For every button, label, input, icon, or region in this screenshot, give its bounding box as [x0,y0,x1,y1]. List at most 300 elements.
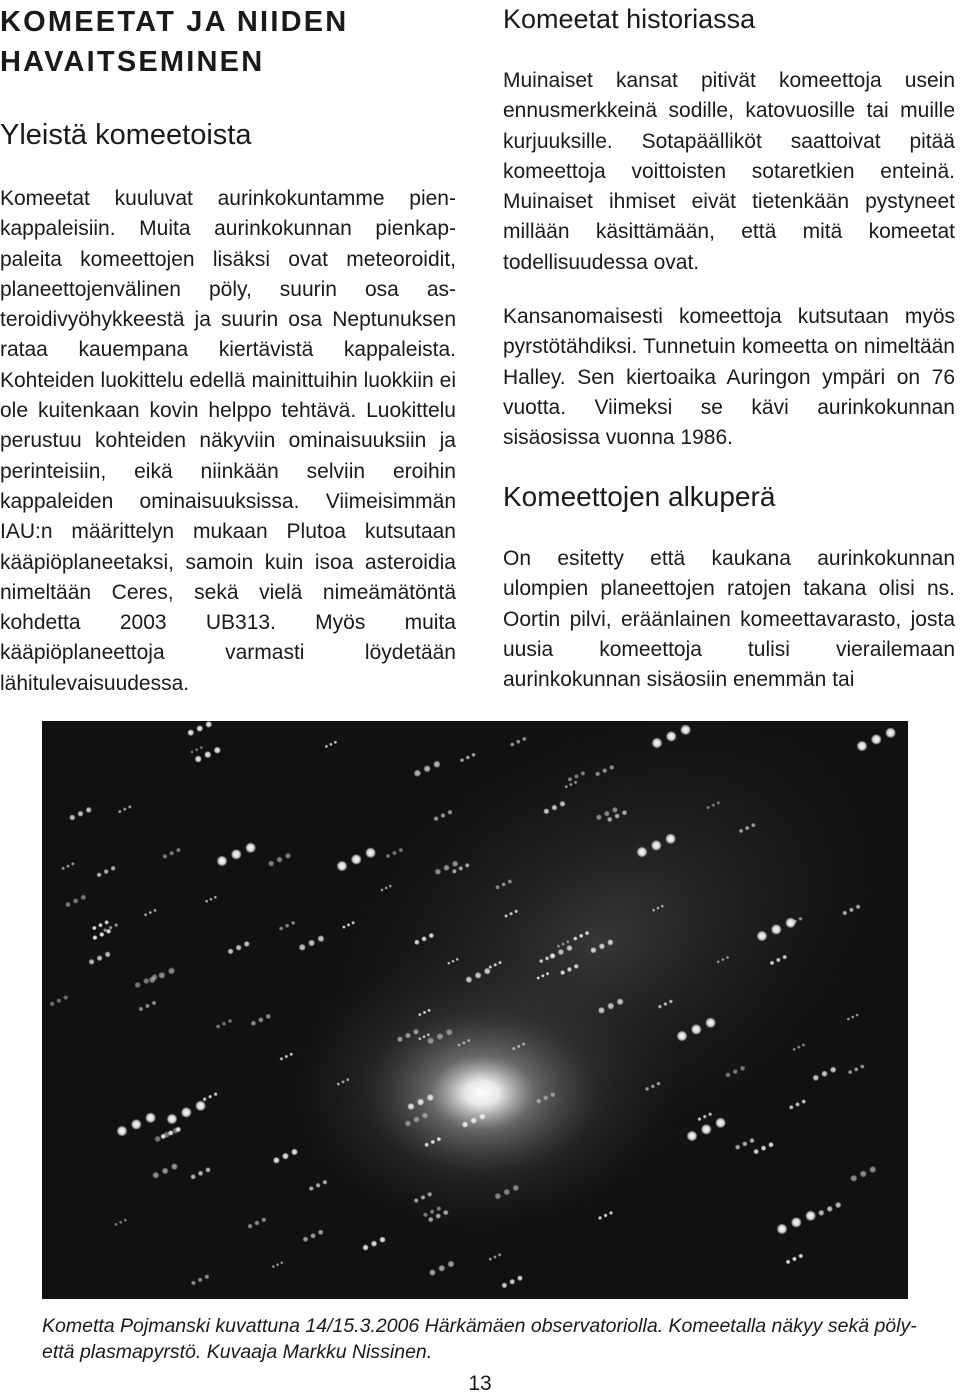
star-trail-dot [847,1017,850,1020]
star-trail-dot [751,823,756,828]
star-trail-dot [740,1066,746,1072]
star-trail-dot [517,1275,523,1281]
star-trail-dot [735,1144,741,1150]
star-trail-dot [204,1274,209,1279]
star-trail-dot [561,942,565,946]
star-trail-dot [551,804,557,810]
star-trail-dot [414,770,421,777]
star-trail-dot [309,1186,314,1191]
comet-photograph [42,721,908,1299]
star-trail-dot [558,949,565,956]
star-trail-dot [380,888,383,891]
star-trail-dot [446,1029,453,1036]
star-trail-dot [598,1216,602,1220]
star-trail-dot [579,934,584,939]
star-trail-dot [665,833,676,844]
star-trail-dot [289,1052,293,1056]
star-trail-dot [516,739,521,744]
star-trail-dot [566,940,570,944]
star-trail-dot [198,1277,203,1282]
star-trail-dot [854,1067,859,1072]
star-trail-dot [285,853,291,859]
star-trail-dot [214,747,221,754]
star-trail-dot [465,863,470,868]
star-trail-dot [598,1007,605,1014]
star-trail-dot [310,1233,316,1239]
star-trail-dot [436,1206,441,1211]
star-trail-dot [114,1223,118,1227]
star-trail-dot [187,729,194,736]
star-trail-dot [158,972,165,979]
star-trail-dot [427,1192,432,1197]
star-trail-dot [782,955,787,960]
star-trail-dot [272,1265,275,1268]
star-trail-dot [405,1032,411,1038]
star-trail-dot [716,801,720,805]
star-trail-dot [842,910,847,915]
star-trail-dot [138,1006,143,1011]
star-trail-dot [160,1134,166,1140]
star-trail-dot [617,998,624,1005]
star-trail-dot [214,896,217,899]
comet-photo-image [42,721,908,1299]
star-trail-dot [423,1011,427,1015]
star-trail-dot [560,970,565,975]
star-trail-dot [261,1217,266,1222]
star-trail-dot [462,1041,466,1045]
star-trail-dot [71,862,75,866]
star-trail-dot [322,1180,327,1185]
star-trail-dot [162,1167,169,1174]
star-trail-dot [325,745,328,748]
star-trail-dot [205,721,212,728]
star-trail-dot [222,1021,227,1026]
star-trail-dot [124,1218,128,1222]
star-trail-dot [609,765,614,770]
star-trail-dot [569,783,573,787]
star-trail-dot [143,978,150,985]
star-trail-dot [543,808,549,814]
star-trail-dot [484,968,491,975]
star-trail-dot [291,1148,298,1155]
star-trail-dot [342,925,346,929]
star-trail-dot [209,898,212,901]
star-trail-dot [118,810,122,814]
star-trail-dot [440,813,445,818]
star-trail-dot [420,1195,425,1200]
star-trail-dot [457,1043,461,1047]
star-trail-dot [231,849,242,860]
star-trail-dot [725,1072,731,1078]
star-trail-dot [495,885,500,890]
star-trail-dot [417,1098,424,1105]
star-trail-dot [753,1149,759,1155]
star-trail-dot [437,1137,442,1142]
star-trail-dot [848,1070,853,1075]
star-trail-dot [365,847,376,858]
star-trail-dot [541,974,545,978]
star-trail-dot [770,960,775,965]
star-trail-dot [462,1121,469,1128]
star-trail-dot [152,1000,157,1005]
star-trail-dot [285,923,290,928]
star-trail-dot [512,1184,519,1191]
star-trail-dot [279,1057,283,1061]
star-trail-dot [105,951,111,957]
star-trail-dot [559,801,565,807]
star-trail-dot [276,1263,279,1266]
star-trail-dot [423,1212,428,1217]
star-trail-dot [460,758,464,762]
star-trail-dot [677,1031,688,1042]
star-trail-dot [504,914,508,918]
star-trail-dot [341,1080,345,1084]
star-trail-dot [414,939,420,945]
star-trail-dot [145,1003,150,1008]
star-trail-dot [805,1210,816,1221]
star-trail-dot [509,912,513,916]
star-trail-dot [580,771,585,776]
star-trail-dot [65,902,71,908]
star-trail-dot [607,817,613,823]
star-trail-dot [86,807,92,813]
star-trail-dot [757,931,768,942]
star-trail-dot [386,854,391,859]
star-trail-dot [123,807,127,811]
star-trail-dot [346,1078,350,1082]
star-trail-dot [465,976,472,983]
star-trail-dot [98,923,103,928]
star-trail-dot [812,1074,819,1081]
star-trail-dot [604,811,610,817]
star-trail-dot [282,1153,289,1160]
star-trail-dot [413,1116,420,1123]
star-trail-dot [732,1069,738,1075]
star-trail-dot [92,935,97,940]
star-trail-dot [308,939,315,946]
star-trail-dot [885,727,896,738]
star-trail-dot [379,1236,386,1243]
star-trail-dot [869,1166,876,1173]
star-trail-dot [716,960,720,964]
article-title: KOMEETAT JA NIIDEN HAVAITSEMINEN [0,6,349,78]
star-trail-dot [470,1117,477,1124]
star-trail-dot [317,935,324,942]
star-trail-dot [830,1066,837,1073]
star-trail-dot [427,1033,430,1036]
star-trail-dot [510,742,515,747]
star-trail-dot [144,913,148,917]
star-trail-dot [153,909,157,913]
star-trail-dot [385,886,388,889]
star-trail-dot [546,972,550,976]
star-trail-dot [103,869,108,874]
star-trail-dot [427,1009,431,1013]
star-trail-dot [254,1220,259,1225]
star-trail-dot [795,1102,800,1107]
star-trail-dot [798,917,802,921]
star-trail-dot [443,1210,449,1216]
star-trail-dot [205,900,208,903]
star-trail-dot [435,1213,441,1219]
star-trail-dot [661,905,664,908]
star-trail-dot [467,1039,471,1043]
star-trail-dot [573,936,578,941]
star-trail-dot [493,963,497,967]
star-trail-dot [329,743,332,746]
star-trail-dot [745,826,750,831]
star-trail-dot [509,1279,515,1285]
star-trail-dot [436,1033,443,1040]
star-trail-dot [567,967,572,972]
star-trail-dot [63,995,68,1000]
star-trail-dot [498,1253,502,1257]
star-trail-dot [742,1141,748,1147]
star-trail-dot [447,810,452,815]
star-trail-dot [749,1138,755,1144]
star-trail-dot [176,848,181,853]
star-trail-dot [334,741,337,744]
star-trail-dot [602,768,607,773]
star-trail-dot [651,840,662,851]
star-trail-dot [205,1167,211,1173]
star-trail-dot [697,1117,701,1121]
star-trail-dot [151,974,158,981]
star-trail-dot [167,1114,178,1125]
section-heading-origin: Komeettojen alkuperä [503,481,776,512]
star-trail-dot [479,1113,486,1120]
star-trail-dot [443,864,450,871]
star-trail-dot [427,1094,434,1101]
star-trail-dot [217,856,228,867]
star-trail-dot [280,1261,283,1264]
star-trail-dot [92,926,97,931]
star-trail-dot [97,955,103,961]
star-trail-dot [687,1131,698,1142]
star-trail-dot [154,1135,161,1142]
star-trail-dot [656,1081,660,1085]
star-trail-dot [857,741,868,752]
star-trail-dot [169,851,174,856]
star-trail-dot [494,1193,501,1200]
star-trail-dot [776,958,781,963]
star-trail-dot [656,907,659,910]
star-trail-dot [337,1082,341,1086]
star-trail-dot [666,731,677,742]
star-trail-dot [792,1048,796,1052]
star-trail-dot [536,1098,541,1103]
star-trail-dot [821,1070,828,1077]
star-trail-dot [458,866,463,871]
section-text-general: Komeetat kuuluvat aurinkokuntamme pienkappaleisiin. Muita aurinkokunnan pienkappaleita komeettojen lisäksi ovat meteoroidit, planeettojenvälinen pöly, suurin osa asteroidivyöhykkeestä ja suurin osa Neptunuksen rataa kauempana kiertävistä kappaleista. Kohteiden luokittelu edellä mainittuihin luokkiin ei ole kuitenkaan kovin helppo tehtävä. Luokittelu perustuu kohteiden näkyviin ominaisuuksiin ja perinteisiin, eikä niinkään selviin eroihin kappaleiden ominaisuuksissa. Viimeisimmän IAU:n määrittelyn mukaan Plutoa kutsutaan kääpiöplaneetaksi, samoin kuin isoa asteroidia nimeltään Ceres, sekä vielä nimeämätöntä kohdetta 2003 UB313. Myös muita kääpiöplaneettoja varmasti löydetään lähitulevaisuudessa. [0,187,456,695]
star-trail-dot [77,811,83,817]
star-trail-dot [427,1037,434,1044]
star-trail-dot [447,1260,454,1267]
star-trail-dot [429,933,435,939]
star-trail-dot [191,1280,196,1285]
star-trail-dot [566,945,573,952]
star-trail-dot [117,1126,128,1137]
star-trail-dot [265,1014,271,1020]
star-trail-dot [315,1183,320,1188]
star-trail-dot [489,1257,493,1261]
star-trail-dot [705,1017,716,1028]
star-trail-dot [421,936,427,942]
star-trail-dot [612,807,618,813]
star-trail-dot [276,856,282,862]
star-trail-dot [789,1105,794,1110]
star-trail-dot [405,1120,412,1127]
star-trail-dot [456,958,459,961]
star-trail-dot [190,750,194,754]
star-trail-dot [522,1042,526,1046]
star-trail-dot [860,1170,867,1177]
star-trail-dot [498,961,502,965]
star-trail-dot [429,1269,436,1276]
star-trail-dot [430,1209,435,1214]
star-trail-dot [706,806,710,810]
star-trail-dot [273,1157,280,1164]
star-trail-dot [422,1035,425,1038]
star-trail-dot [826,1206,832,1212]
star-trail-dot [715,1117,726,1128]
star-trail-dot [162,854,167,859]
star-trail-dot [299,944,306,951]
section-text-history-1: Muinaiset kansat pitivät komeettoja usein ennusmerkkeinä sodille, katovuosille tai muille kurjuuksille. Sotapäälliköt saattoivat pitää komeettoja voittoisten sotaretkien enteinä. Muinaiset ihmiset eivät tietenkään pystyneet millään käsittämään, että mitä komeetat todellisuudessa ovat. [503,69,955,274]
star-trail-dot [50,1001,55,1006]
star-trail-dot [236,945,242,951]
star-trail-dot [590,947,597,954]
star-trail-dot [711,803,715,807]
star-trail-dot [392,851,397,856]
section-text-origin: On esitetty että kaukana aurinkokunnan ulompien planeettojen ratojen takana olisi ns. Oortin pilvi, eräänlainen komeettavarasto, josta uusia komeettoja tulisi vierailemaan aurinkokunnan sisäosiin enemmän tai [503,547,955,692]
star-trail-dot [244,941,250,947]
star-trail-dot [247,1223,252,1228]
star-trail-dot [522,737,527,742]
star-trail-dot [603,1213,607,1217]
section-heading-history: Komeetat historiassa [503,4,756,34]
star-trail-dot [691,1024,702,1035]
star-trail-dot [801,1099,806,1104]
photo-caption: Kometta Pojmanski kuvattuna 14/15.3.2006 Härkämäen observatoriolla. Komeetalla näkyy sekä pöly- että plasmapyrstö. Kuvaaja Markku Nissinen. [42,1315,917,1363]
star-trail-dot [414,1198,419,1203]
star-trail-dot [175,1127,181,1133]
page-number: 13 [468,1372,492,1395]
star-trail-dot [503,1189,510,1196]
star-trail-dot [407,1103,414,1110]
star-trail-dot [475,972,482,979]
star-trail-dot [430,1140,435,1145]
star-trail-dot [614,813,620,819]
star-trail-dot [536,976,540,980]
star-trail-dot [418,1037,421,1040]
star-trail-dot [195,1100,206,1111]
star-trail-dot [708,1112,712,1116]
star-trail-dot [73,898,79,904]
star-trail-dot [596,814,602,820]
star-trail-dot [362,1244,369,1251]
star-trail-dot [337,861,348,872]
star-trail-dot [802,1043,806,1047]
star-trail-dot [850,1175,857,1182]
star-trail-dot [251,1020,257,1026]
star-trail-dot [203,1097,207,1101]
star-trail-dot [452,860,459,867]
star-trail-dot [645,1087,649,1091]
star-trail-dot [61,867,65,871]
star-trail-dot [208,1095,212,1099]
star-trail-dot [703,1115,707,1119]
star-trail-dot [268,860,274,866]
star-trail-dot [549,953,556,960]
star-trail-dot [652,909,655,912]
star-trail-dot [607,939,614,946]
star-trail-dot [771,924,782,935]
section-heading-general: Yleistä komeetoista [0,119,252,151]
star-trail-dot [761,1145,767,1151]
star-trail-dot [119,1220,123,1224]
star-trail-dot [433,816,438,821]
star-trail-dot [196,725,203,732]
star-trail-dot [318,1229,324,1235]
star-trail-dot [585,931,590,936]
star-trail-dot [574,964,579,969]
star-trail-dot [279,926,284,931]
star-trail-dot [110,866,115,871]
star-trail-dot [818,1210,824,1216]
star-trail-dot [567,777,572,782]
star-trail-dot [574,781,578,785]
star-trail-dot [347,923,351,927]
star-trail-dot [701,1124,712,1135]
star-trail-dot [303,1236,309,1242]
star-trail-dot [114,923,118,927]
star-trail-dot [291,921,296,926]
star-trail-dot [216,1024,221,1029]
star-trail-dot [860,1064,865,1069]
star-trail-dot [651,1084,655,1088]
star-trail-dot [545,956,549,960]
star-trail-dot [507,879,512,884]
star-trail-dot [413,1029,419,1035]
star-trail-dot [792,1256,797,1261]
star-trail-dot [148,911,152,915]
star-trail-dot [214,1092,218,1096]
star-trail-dot [106,929,111,934]
star-trail-dot [168,967,175,974]
star-trail-dot [128,805,132,809]
star-trail-dot [501,882,506,887]
star-trail-dot [389,884,392,887]
star-trail-dot [199,746,203,750]
star-trail-dot [786,1259,791,1264]
star-trail-dot [428,1217,434,1223]
star-trail-dot [195,755,202,762]
star-trail-dot [258,1017,264,1023]
star-trail-dot [871,734,882,745]
star-trail-dot [855,1013,858,1016]
star-trail-dot [198,1170,204,1176]
star-trail-dot [435,868,442,875]
star-trail-dot [663,1002,667,1006]
star-trail-dot [371,1240,378,1247]
star-trail-dot [145,1112,156,1123]
star-trail-dot [607,1002,614,1009]
star-trail-dot [622,810,628,816]
star-trail-dot [99,932,104,937]
star-trail-dot [637,847,648,858]
star-trail-dot [452,869,457,874]
